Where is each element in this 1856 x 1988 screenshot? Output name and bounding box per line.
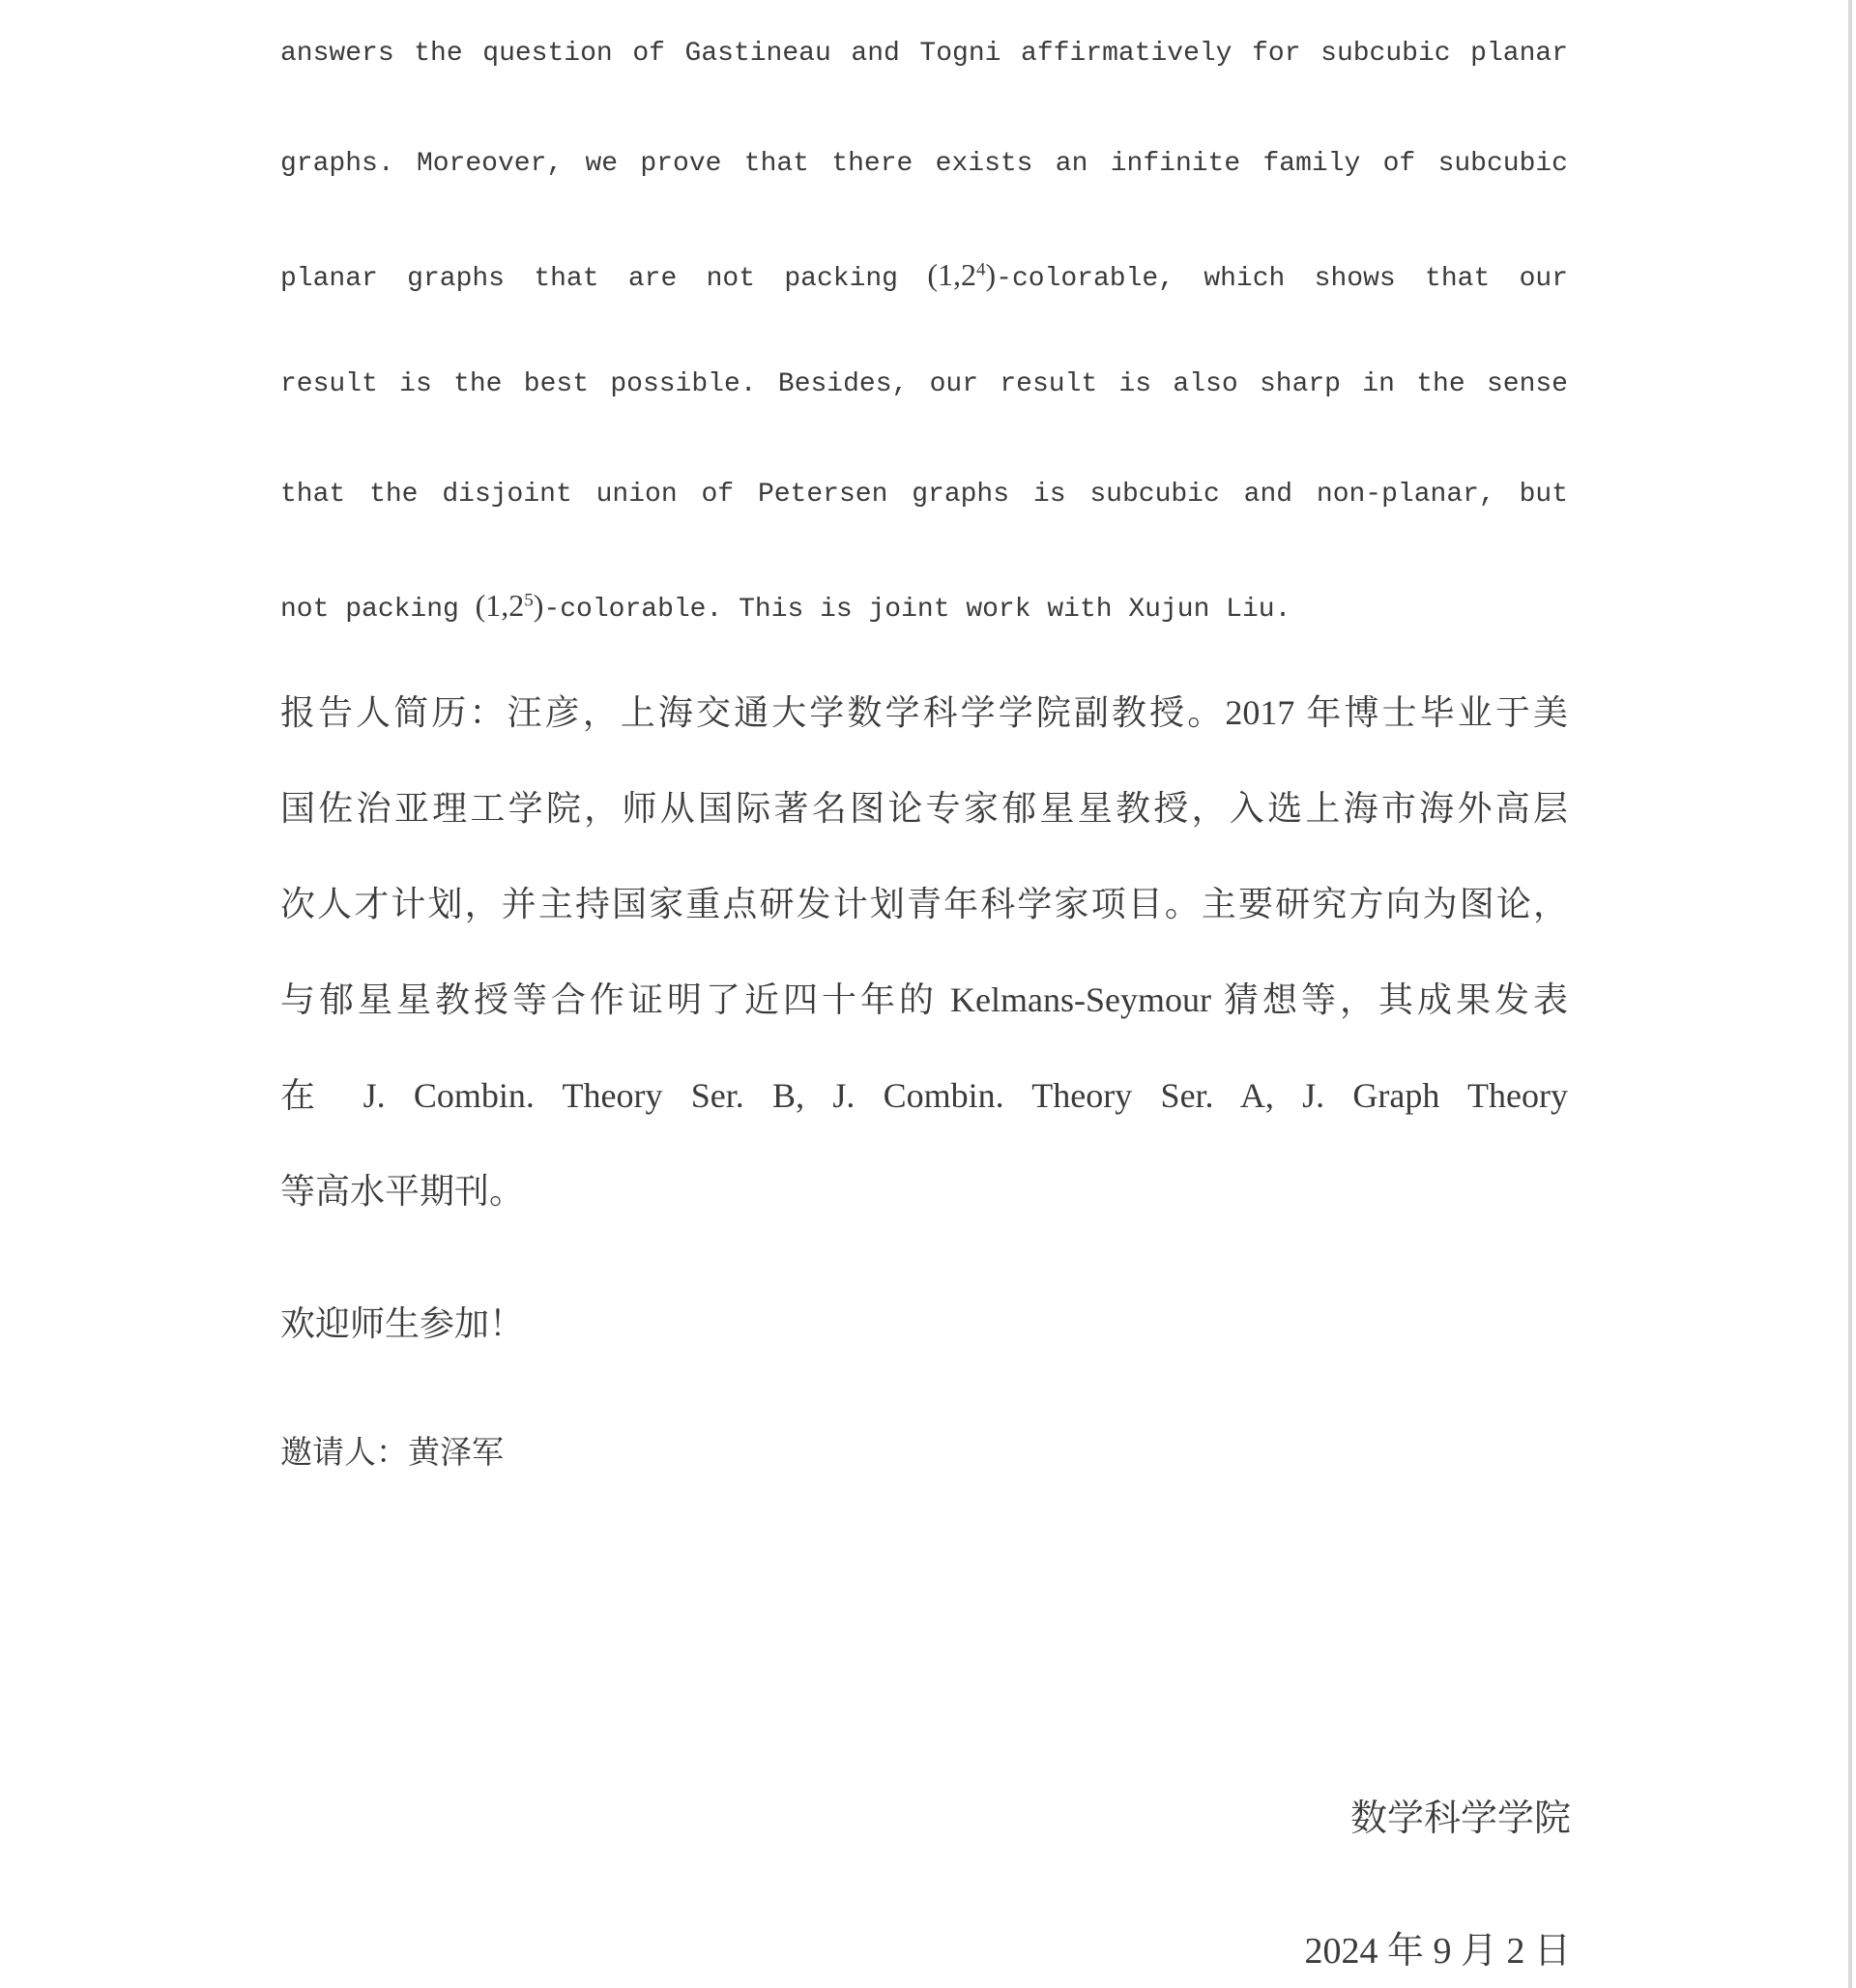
- bio-line-3: 次人才计划，并主持国家重点研发计划青年科学家项目。主要研究方向为图论，: [280, 885, 1568, 923]
- page-edge-divider: [1848, 0, 1852, 1988]
- signature-date: 2024 年 9 月 2 日: [1304, 1931, 1571, 1972]
- abstract-line-4: result is the best possible. Besides, our result is also sharp in the sense: [280, 369, 1568, 399]
- abstract-line-6-text: not packing: [280, 595, 476, 625]
- packing-notation-open: (1,2: [927, 257, 976, 292]
- closing-remark: 欢迎师生参加！: [280, 1304, 525, 1343]
- bio-line-2: 国佐治亚理工学院，师从国际著名图论专家郁星星教授，入选上海市海外高层: [280, 789, 1568, 828]
- packing-notation-exponent-2: 5: [524, 590, 534, 611]
- abstract-line-3: [280, 255, 1568, 294]
- abstract-line-3-text: planar graphs that are not packing: [280, 264, 928, 294]
- signature-department: 数学科学学院: [1349, 1798, 1571, 1839]
- bio-line-4: 与郁星星教授等合作证明了近四十年的 Kelmans-Seymour 猜想等，其成果发表: [280, 980, 1568, 1019]
- packing-notation-exponent: 4: [976, 259, 986, 280]
- abstract-line-6: [280, 586, 1568, 625]
- packing-notation-open-2: (1,2: [475, 588, 525, 623]
- bio-line-5: 在 J. Combin. Theory Ser. B, J. Combin. Theory Ser. A, J. Graph Theory: [280, 1076, 1568, 1115]
- inviter-line: 邀请人：黄泽军: [280, 1436, 504, 1471]
- abstract-line-2: graphs. Moreover, we prove that there exists an infinite family of subcubic: [280, 149, 1568, 179]
- packing-notation-close-2: ): [533, 588, 544, 623]
- bio-line-6: 等高水平期刊。: [280, 1172, 525, 1211]
- packing-notation-close: ): [985, 257, 997, 292]
- abstract-line-1: answers the question of Gastineau and Togni affirmatively for subcubic planar: [280, 39, 1568, 69]
- abstract-line-5: that the disjoint union of Petersen graphs is subcubic and non-planar, but: [280, 480, 1568, 510]
- abstract-line-3-rest: -colorable, which shows that our: [996, 264, 1568, 294]
- abstract-line-6-rest: -colorable. This is joint work with Xujun Liu.: [543, 595, 1291, 625]
- bio-line-1: 报告人简历：汪彦，上海交通大学数学科学学院副教授。2017 年博士毕业于美: [280, 693, 1568, 732]
